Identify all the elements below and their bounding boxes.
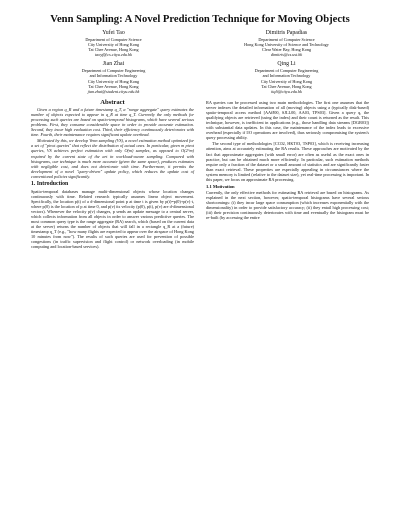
abstract-paragraph: Motivated by this, we develop Venn sampling (VS), a novel estimation method optimized for a set of "pivot queries" that reflect the distribution of actual ones. In particular, given m pivot queries, VS achieves perfect estimation with only O(m) samples, as opposed to O(2^m) required by the current state of the art in workload-aware sampling. Compared with histograms, our technique is much more accurate (given the same space), produces estimates with negligible cost, and does not deteriorate with time. Furthermore, it permits the development of a novel "query-driven" update policy, which reduces the update cost of conventional policies significantly.: [31, 138, 194, 179]
author-affiliation-line: Tat Chee Avenue, Hong Kong: [88, 83, 139, 89]
author-3: [31, 61, 196, 93]
abstract-paragraph: Given a region q_R and a future timestamp q_T, a "range aggregate" query estimates the number of objects expected to appear in q_R at time q_T. Currently the only methods for processing such queries are based on spatio-temporal histograms, which have several serious problems. First, they consume considerable space in order to provide accurate estimation. Second, they incur high evaluation cost. Third, their efficiency continuously deteriorates with time. Fourth, their maintenance requires significant update overhead.: [31, 106, 194, 138]
author-affiliation-line: City University of Hong Kong: [87, 42, 140, 48]
author-affiliation-line: and Information Technology: [89, 73, 138, 79]
author-affiliation-line: Clear Water Bay, Hong Kong: [261, 47, 312, 53]
body-paragraph: RA queries can be processed using two main methodologies. The first one assumes that the server indexes the detailed information of all (moving) objects using a (typically disk-based) spatio-temporal access method [AAØ00, SJLL00, AA03, TPS03]. Given a query q, the qualifying objects are retrieved (using the index) and their count is returned as the result. This technique, however, is inefficient in applications (e.g., those handling data streams [DGR03]) with substantial data updates. In this case, the maintenance of the index leads to excessive overhead (especially if I/O operations are involved), thus seriously compromising the system's query processing ability.: [206, 99, 369, 141]
author-name: Yufei Tao: [102, 30, 125, 36]
author-affiliation-line: City University of Hong Kong: [260, 78, 313, 84]
author-affiliation-line: Tat Chee Avenue, Hong Kong: [88, 47, 139, 53]
left-column: [31, 100, 194, 251]
author-affiliation-line: and Information Technology: [262, 73, 311, 79]
body-paragraph: Spatio-temporal databases manage multi-dimensional objects whose location changes continuously with time. Related research typically assumes linear object movement. Specifically, the location p(t) of a d-dimensional point p at time t is given by p(t)=p(0)+p(v)·t, where p(0) is the location of p at time 0, and p(v) its velocity (p(0), p(t), p(v) are d-dimensional vectors). Whenever the velocity p(v) changes, p sends an update message to a central server, which collects information from all objects in order to answer various predictive queries. The most common query type is the range aggregate (RA) search, which (based on the current data at the server) returns the number of objects that will fall in a rectangle q_R at a (future) timestamp q_T (e.g., "how many flights are expected to appear over the airspace of Hong Kong 10 minutes from now"). The results of such queries are used for prevention of possible congestions (in traffic supervision and flight control) or network overloading (in mobile computing and location-based services).: [31, 188, 194, 250]
body-paragraph: The second type of methodologies [CC02, HKT03, TSP03], which is receiving increasing attention, aims at accurately estimating the RA results. These approaches are motivated by the fact that approximate aggregates (with small error) are often as useful as the exact ones in practice, but can be obtained much more efficiently. In particular, such estimation methods require only a fraction of the dataset or a small amount of statistics and are significantly faster than exact retrieval. These properties are especially appealing in circumstances where the system memory is limited (relative to the dataset size), yet real-time processing is important. In this paper, we focus on approximate RA processing.: [206, 141, 369, 182]
author-block: [31, 30, 369, 94]
author-4: [204, 61, 369, 93]
author-email: jian.zhai@student.cityu.edu.hk: [87, 88, 140, 94]
abstract-heading: Abstract: [100, 98, 125, 106]
author-affiliation-line: Department of Computer Science: [85, 37, 142, 42]
author-affiliation-line: Tat Chee Avenue, Hong Kong: [261, 83, 312, 89]
author-name: Qing Li: [277, 61, 296, 68]
author-affiliation-line: Department of Computer Science: [258, 37, 315, 42]
author-affiliation-line: Department of Computer Engineering: [81, 68, 146, 74]
author-2: [204, 30, 369, 57]
body-paragraph: Currently, the only effective methods for estimating RA retrieval are based on histograms. As explained in the next section, however, spatio-temporal histograms have several serious shortcomings: (i) they incur large space consumption (which increases exponentially with the dimensionality) in order to provide satisfactory accuracy; (ii) they entail high processing cost; (iii) their precision continuously deteriorates with time and eventually the histogram must be re-built (by accessing the entire: [206, 189, 369, 221]
author-name: Jian Zhai: [102, 61, 125, 68]
author-affiliation-line: Hong Kong University of Science and Technology: [244, 42, 329, 48]
author-1: [31, 30, 196, 57]
author-name: Dimitris Papadias: [265, 30, 308, 36]
author-email: taoyf@cs.cityu.edu.hk: [95, 52, 132, 58]
two-column-body: [31, 100, 369, 251]
author-affiliation-line: Department of Computer Engineering: [254, 68, 319, 74]
abstract-section: [31, 100, 194, 179]
author-email: itqli@cityu.edu.hk: [271, 88, 302, 94]
author-email: dimitris@cs.ust.hk: [270, 52, 303, 58]
subsection-heading-motivation: 1.1 Motivation: [206, 183, 235, 189]
section-heading-introduction: 1. Introduction: [31, 180, 69, 187]
author-affiliation-line: City University of Hong Kong: [87, 78, 140, 84]
right-column: [206, 100, 369, 251]
paper-title: Venn Sampling: A Novel Prediction Technique for Moving Objects: [50, 14, 350, 25]
